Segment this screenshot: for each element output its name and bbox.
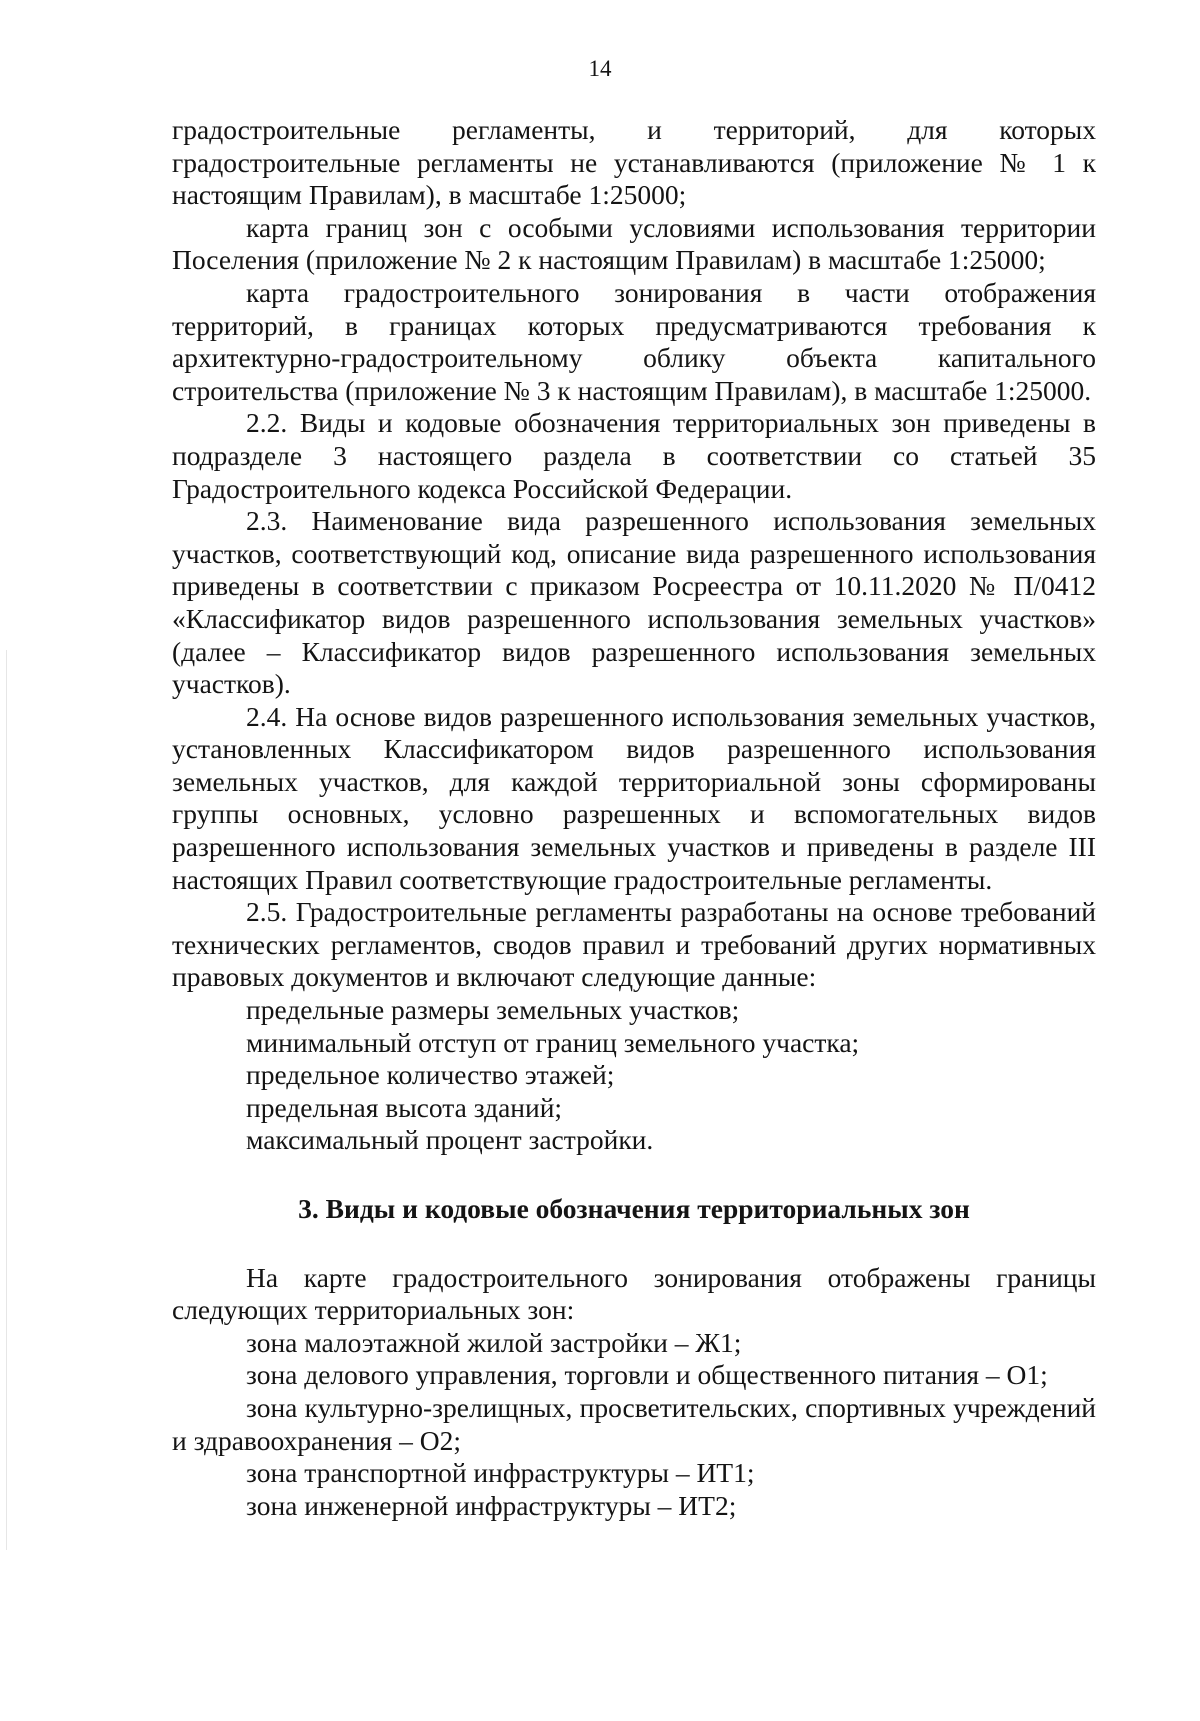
paragraph-2-3: 2.3. Наименование вида разрешенного использования земельных участков, соответствующий код, описание вида разрешенного использования приведены в соответствии с приказом Росреестра от 10.11.2020 № П/0412 «Классификатор видов разрешенного использования земельных участков» (далее – Классификатор видов разрешенного использования земельных участков). <box>172 505 1096 700</box>
section-heading: 3. Виды и кодовые обозначения территориальных зон <box>298 1193 970 1224</box>
paragraph-zoning-map-continuation: градостроительные регламенты, и территорий, для которых градостроительные регламенты не устанавливаются (приложение № 1 к настоящим Правилам), в масштабе 1:25000; <box>172 114 1096 211</box>
list-item: предельное количество этажей; <box>246 1059 615 1091</box>
zone-item: зона делового управления, торговли и общественного питания – О1; <box>246 1359 1048 1391</box>
paragraph-2-2: 2.2. Виды и кодовые обозначения территориальных зон приведены в подразделе 3 настоящего раздела в соответствии со статьей 35 Градостроительного кодекса Российской Федерации. <box>172 407 1096 504</box>
zone-item: зона малоэтажной жилой застройки – Ж1; <box>246 1326 742 1358</box>
zone-item: зона транспортной инфраструктуры – ИТ1; <box>246 1457 755 1489</box>
paragraph-zones-intro: На карте градостроительного зонирования отображены границы следующих территориальных зон: <box>172 1261 1096 1326</box>
page-number: 14 <box>588 56 612 81</box>
zone-item: зона культурно-зрелищных, просветительских, спортивных учреждений и здравоохранения – О2; <box>172 1391 1096 1456</box>
zone-item: зона инженерной инфраструктуры – ИТ2; <box>246 1489 737 1521</box>
list-item: предельная высота зданий; <box>246 1091 563 1123</box>
paragraph-2-5: 2.5. Градостроительные регламенты разработаны на основе требований технических регламентов, сводов правил и требований других нормативных правовых документов и включают следующие данные: <box>172 896 1096 993</box>
list-item: предельные размеры земельных участков; <box>246 994 740 1026</box>
paragraph-special-zones-map: карта границ зон с особыми условиями использования территории Поселения (приложение № 2 к настоящим Правилам) в масштабе 1:25000; <box>172 211 1096 276</box>
scan-edge-shadow <box>6 650 7 1550</box>
list-item: минимальный отступ от границ земельного участка; <box>246 1026 860 1058</box>
document-body <box>172 114 1096 1522</box>
list-item: максимальный процент застройки. <box>246 1124 654 1156</box>
paragraph-architectural-map: карта градостроительного зонирования в части отображения территорий, в границах которых предусматриваются требования к архитектурно-градостроительному облику объекта капитального строительства (приложение № 3 к настоящим Правилам), в масштабе 1:25000. <box>172 276 1096 406</box>
paragraph-2-4: 2.4. На основе видов разрешенного использования земельных участков, установленных Классификатором видов разрешенного использования земельных участков, для каждой территориальной зоны сформированы группы основных, условно разрешенных и вспомогательных видов разрешенного использования земельных участков и приведены в разделе III настоящих Правил соответствующие градостроительные регламенты. <box>172 700 1096 895</box>
